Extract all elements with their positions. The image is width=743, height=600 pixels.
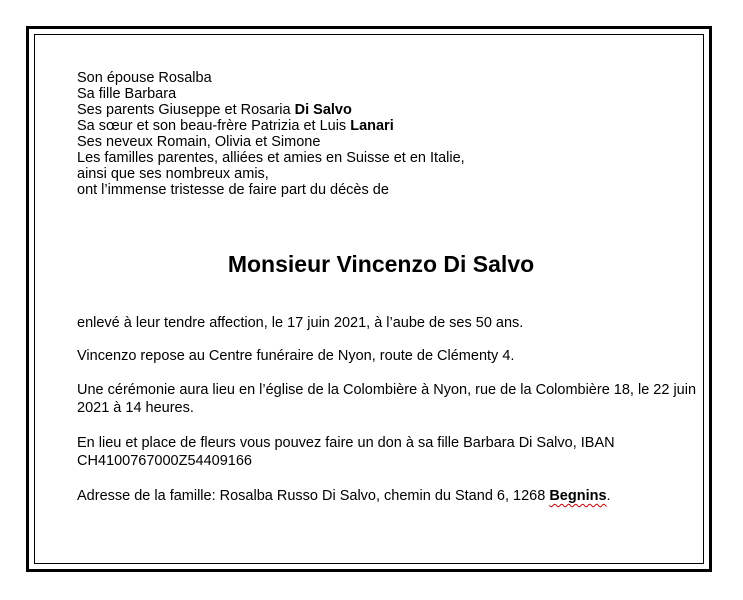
family-line-sister-surname: Lanari <box>350 118 394 134</box>
address-town: Begnins <box>549 488 607 504</box>
address-end: . <box>606 488 611 504</box>
family-line-friends: ainsi que ses nombreux amis, <box>77 166 269 182</box>
deceased-name-title: Monsieur Vincenzo Di Salvo <box>227 251 535 277</box>
family-announcement-block <box>77 70 697 198</box>
family-line-nephews: Ses neveux Romain, Olivia et Simone <box>77 134 321 150</box>
family-line-parents-text: Ses parents Giuseppe et Rosaria <box>77 102 295 118</box>
address-text: Adresse de la famille: Rosalba Russo Di Salvo, chemin du Stand 6, 1268 <box>77 488 550 504</box>
family-line-daughter: Sa fille Barbara <box>77 86 177 102</box>
paragraph-family-address <box>77 487 697 505</box>
family-line-sister <box>77 118 697 134</box>
family-line-spouse: Son épouse Rosalba <box>77 70 212 86</box>
family-line-parents <box>77 102 697 118</box>
family-line-relatives: Les familles parentes, alliées et amies en Suisse et en Italie, <box>77 150 465 166</box>
family-line-announcement: ont l’immense tristesse de faire part du décès de <box>77 182 389 198</box>
paragraph-death-date: enlevé à leur tendre affection, le 17 juin 2021, à l’aube de ses 50 ans. <box>77 315 524 331</box>
family-line-parents-surname: Di Salvo <box>294 102 352 118</box>
paragraph-ceremony: Une cérémonie aura lieu en l’église de la Colombière à Nyon, rue de la Colombière 18, le 22 juin 2021 à 14 heures. <box>77 382 697 416</box>
family-line-sister-text: Sa sœur et son beau-frère Patrizia et Luis <box>77 118 351 134</box>
paragraph-resting-place: Vincenzo repose au Centre funéraire de Nyon, route de Clémenty 4. <box>77 348 515 364</box>
paragraph-donation: En lieu et place de fleurs vous pouvez faire un don à sa fille Barbara Di Salvo, IBAN CH4100767000Z54409166 <box>77 435 615 469</box>
